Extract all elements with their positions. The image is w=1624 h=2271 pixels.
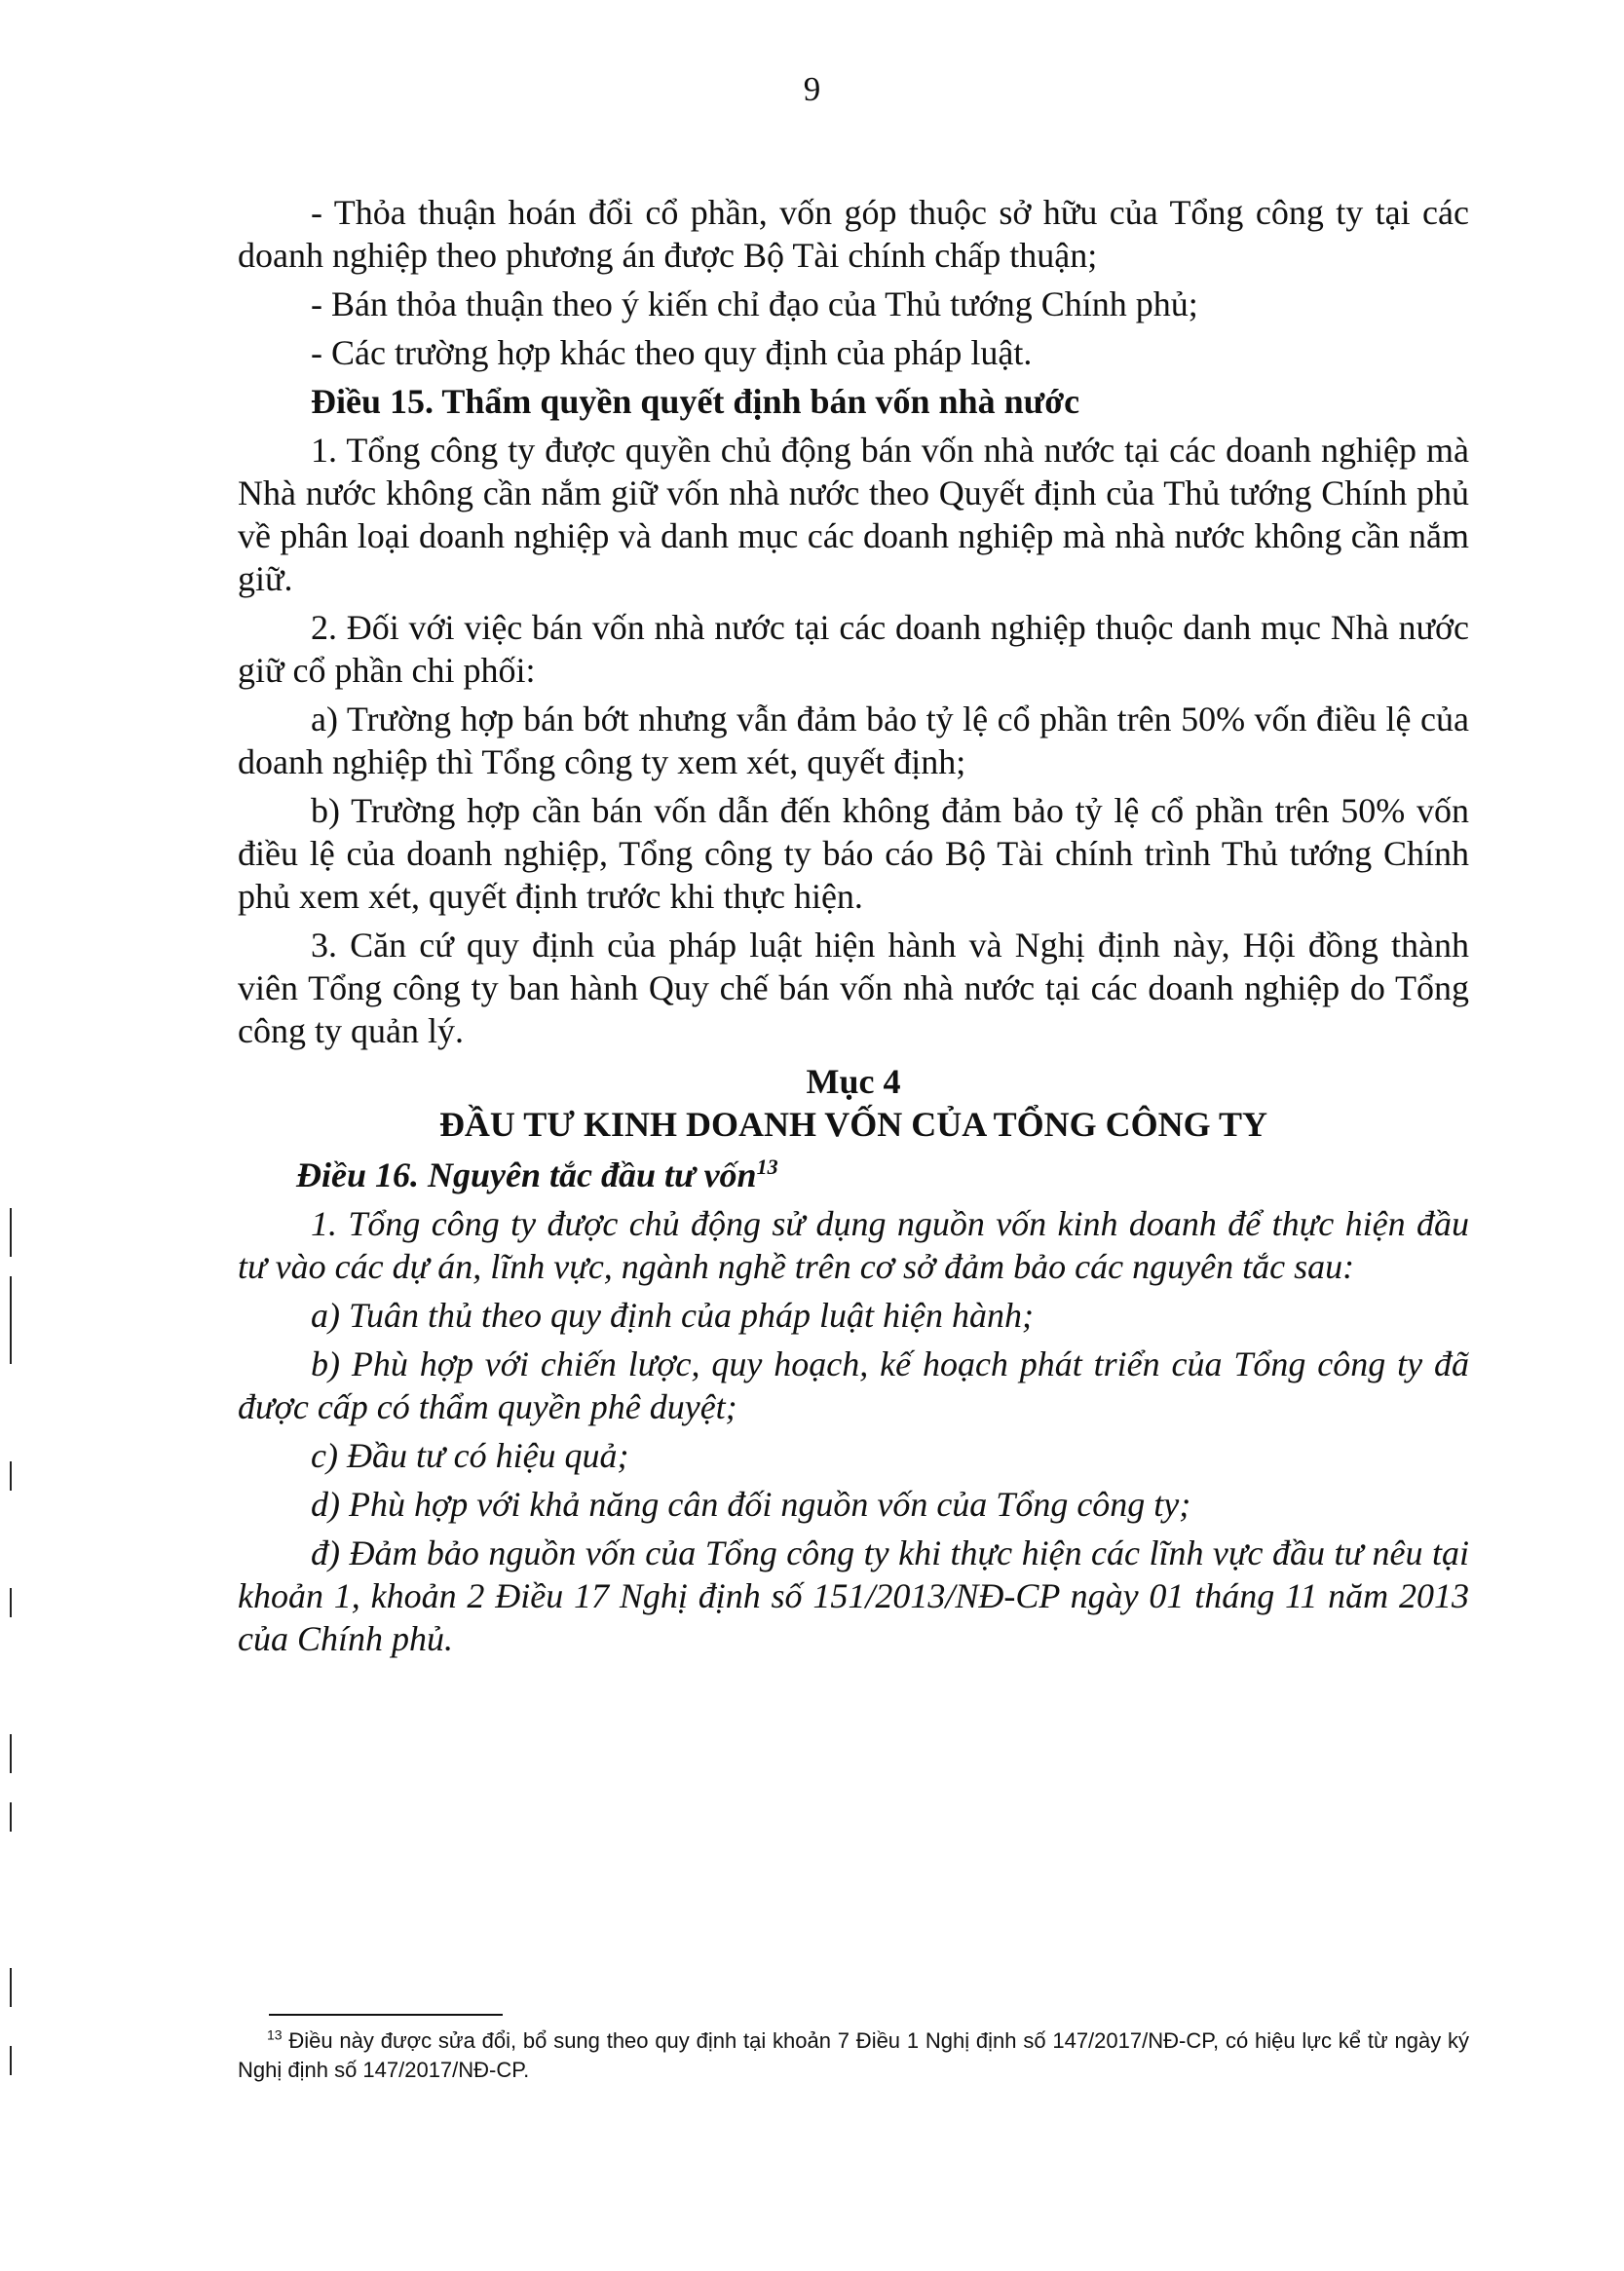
section-title: ĐẦU TƯ KINH DOANH VỐN CỦA TỔNG CÔNG TY <box>438 1105 1268 1144</box>
scan-mark <box>10 1802 12 1832</box>
article-15-clause-2: 2. Đối với việc bán vốn nhà nước tại các doanh nghiệp thuộc danh mục Nhà nước giữ cổ phần chi phối: <box>238 608 1469 690</box>
scan-mark <box>10 1276 12 1364</box>
article-15-clause-3: 3. Căn cứ quy định của pháp luật hiện hành và Nghị định này, Hội đồng thành viên Tổng công ty ban hành Quy chế bán vốn nhà nước tại các doanh nghiệp do Tổng công ty quản lý. <box>238 926 1469 1050</box>
footnote-reference: 13 <box>756 1154 778 1179</box>
footnote <box>238 2026 1469 2085</box>
bullet-other-cases: - Các trường hợp khác theo quy định của pháp luật. <box>311 333 1033 372</box>
article-16-clause-1b: b) Phù hợp với chiến lược, quy hoạch, kế hoạch phát triển của Tổng công ty đã được cấp có thẩm quyền phê duyệt; <box>238 1344 1469 1426</box>
document-body <box>238 191 1469 1666</box>
scan-mark <box>10 2046 12 2075</box>
article-15-clause-2b: b) Trường hợp cần bán vốn dẫn đến không đảm bảo tỷ lệ cổ phần trên 50% vốn điều lệ của doanh nghiệp, Tổng công ty báo cáo Bộ Tài chính trình Thủ tướng Chính phủ xem xét, quyết định trước khi thực hiện. <box>238 791 1469 916</box>
bullet-negotiated-sale: - Bán thỏa thuận theo ý kiến chỉ đạo của Thủ tướng Chính phủ; <box>311 284 1198 323</box>
scan-mark <box>10 1968 12 2007</box>
article-16-title <box>238 1154 1469 1196</box>
bullet-swap-shares: - Thỏa thuận hoán đổi cổ phần, vốn góp thuộc sở hữu của Tổng công ty tại các doanh nghiệp theo phương án được Bộ Tài chính chấp thuận; <box>238 193 1469 275</box>
article-16-clause-1dd: đ) Đảm bảo nguồn vốn của Tổng công ty khi thực hiện các lĩnh vực đầu tư nêu tại khoản 1, khoản 2 Điều 17 Nghị định số 151/2013/NĐ-CP ngày 01 tháng 11 năm 2013 của Chính phủ. <box>238 1533 1469 1658</box>
page-number: 9 <box>803 70 821 108</box>
scan-mark <box>10 1208 12 1257</box>
footnote-number: 13 <box>267 2026 283 2043</box>
article-15-clause-1: 1. Tổng công ty được quyền chủ động bán vốn nhà nước tại các doanh nghiệp mà Nhà nước không cần nắm giữ vốn nhà nước theo Quyết định của Thủ tướng Chính phủ về phân loại doanh nghiệp và danh mục các doanh nghiệp mà nhà nước không cần nắm giữ. <box>238 431 1469 598</box>
article-16-clause-1d: d) Phù hợp với khả năng cân đối nguồn vốn của Tổng công ty; <box>311 1485 1191 1524</box>
article-16-title-text: Điều 16. Nguyên tắc đầu tư vốn <box>296 1155 757 1194</box>
section-label: Mục 4 <box>806 1062 901 1101</box>
article-16-clause-1a: a) Tuân thủ theo quy định của pháp luật hiện hành; <box>311 1296 1034 1335</box>
article-16-clause-1: 1. Tổng công ty được chủ động sử dụng nguồn vốn kinh doanh để thực hiện đầu tư vào các dự án, lĩnh vực, ngành nghề trên cơ sở đảm bảo các nguyên tắc sau: <box>238 1204 1469 1286</box>
scan-mark <box>10 1588 12 1617</box>
scan-mark <box>10 1734 12 1773</box>
scan-mark <box>10 1461 12 1491</box>
article-16-clause-1c: c) Đầu tư có hiệu quả; <box>311 1436 629 1475</box>
article-15-title: Điều 15. Thẩm quyền quyết định bán vốn nhà nước <box>311 382 1080 421</box>
article-15-clause-2a: a) Trường hợp bán bớt nhưng vẫn đảm bảo tỷ lệ cổ phần trên 50% vốn điều lệ của doanh nghiệp thì Tổng công ty xem xét, quyết định; <box>238 700 1469 781</box>
scan-margin-marks <box>10 1169 18 2143</box>
footnote-divider <box>269 2014 503 2016</box>
footnote-text: Điều này được sửa đổi, bổ sung theo quy định tại khoản 7 Điều 1 Nghị định số 147/2017/NĐ-CP, có hiệu lực kể từ ngày ký Nghị định số 147/2017/NĐ-CP. <box>238 2028 1469 2082</box>
